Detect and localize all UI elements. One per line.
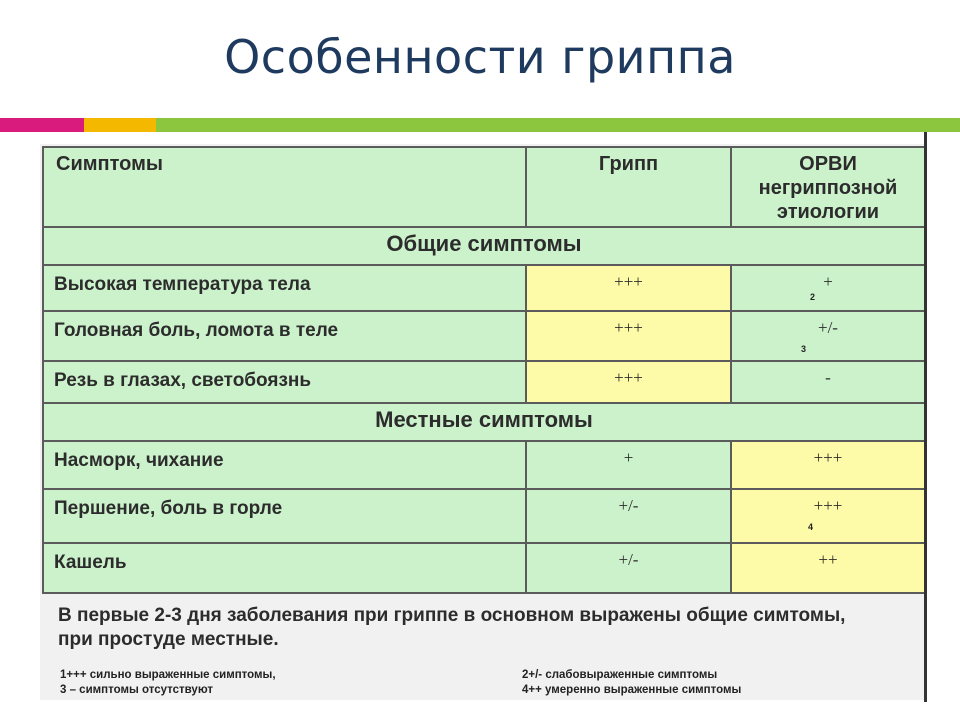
header-symptoms: Симптомы (43, 147, 526, 227)
symptom-cell: Головная боль, ломота в теле (43, 311, 526, 361)
table-row (43, 361, 925, 403)
page-title: Особенности гриппа (224, 30, 736, 84)
table-row (43, 489, 925, 543)
symptom-cell: Першение, боль в горле (43, 489, 526, 543)
arvi-value-cell (731, 543, 925, 593)
table-row (43, 311, 925, 361)
summary-text: В первые 2-3 дня заболевания при гриппе в основном выражены общие симтомы, при простуде местные. (58, 605, 846, 650)
flu-value: +++ (614, 272, 643, 291)
arvi-value: + (823, 272, 833, 291)
symptom-cell: Резь в глазах, светобоязнь (43, 361, 526, 403)
flu-comparison-table (42, 146, 926, 594)
arvi-value-cell (731, 265, 925, 311)
symptom-cell: Кашель (43, 543, 526, 593)
flu-value-cell (526, 543, 731, 593)
footnote-marker: 3 (801, 344, 807, 354)
flu-value-cell (526, 441, 731, 489)
section-row-local (43, 403, 925, 441)
arvi-value-cell (731, 311, 925, 361)
flu-value-cell (526, 489, 731, 543)
symptom-cell: Высокая температура тела (43, 265, 526, 311)
arvi-value: +/- (818, 318, 838, 337)
section-local: Местные симптомы (43, 403, 925, 441)
legend-moderate: 4++ умеренно выраженные симптомы (522, 684, 742, 696)
flu-value: +++ (614, 318, 643, 337)
header-arvi: ОРВИ негриппозной этиологии (731, 147, 925, 227)
legend-strong: 1+++ сильно выраженные симптомы, (60, 669, 276, 681)
accent-stripe-green (156, 118, 960, 132)
legend-absent: 3 – симптомы отсутствуют (60, 684, 213, 696)
section-general: Общие симптомы (43, 227, 925, 265)
arvi-value: ++ (818, 550, 838, 569)
section-row-general (43, 227, 925, 265)
flu-value: +++ (614, 368, 643, 387)
flu-value-cell (526, 265, 731, 311)
symptom-cell: Насморк, чихание (43, 441, 526, 489)
footnote-marker: 4 (808, 522, 814, 532)
right-border-line (924, 132, 927, 702)
arvi-value: +++ (813, 448, 843, 467)
header-flu: Грипп (526, 147, 731, 227)
footnote-marker: 2 (810, 292, 816, 302)
legend-weak: 2+/- слабовыраженные симптомы (522, 669, 718, 681)
flu-value-cell (526, 361, 731, 403)
flu-value: +/- (618, 496, 639, 515)
table-row (43, 543, 925, 593)
legend-left (60, 668, 276, 698)
flu-value-cell (526, 311, 731, 361)
flu-value: +/- (618, 550, 639, 569)
arvi-value-cell (731, 489, 925, 543)
accent-stripe-pink (0, 118, 84, 132)
table-header-row (43, 147, 925, 227)
legend-right (522, 668, 741, 698)
arvi-value-cell (731, 441, 925, 489)
accent-stripe-gold (84, 118, 156, 132)
arvi-value: +++ (813, 496, 843, 515)
table-row (43, 265, 925, 311)
table-row (43, 441, 925, 489)
flu-value: + (623, 448, 634, 467)
arvi-value: - (825, 368, 831, 387)
arvi-value-cell (731, 361, 925, 403)
